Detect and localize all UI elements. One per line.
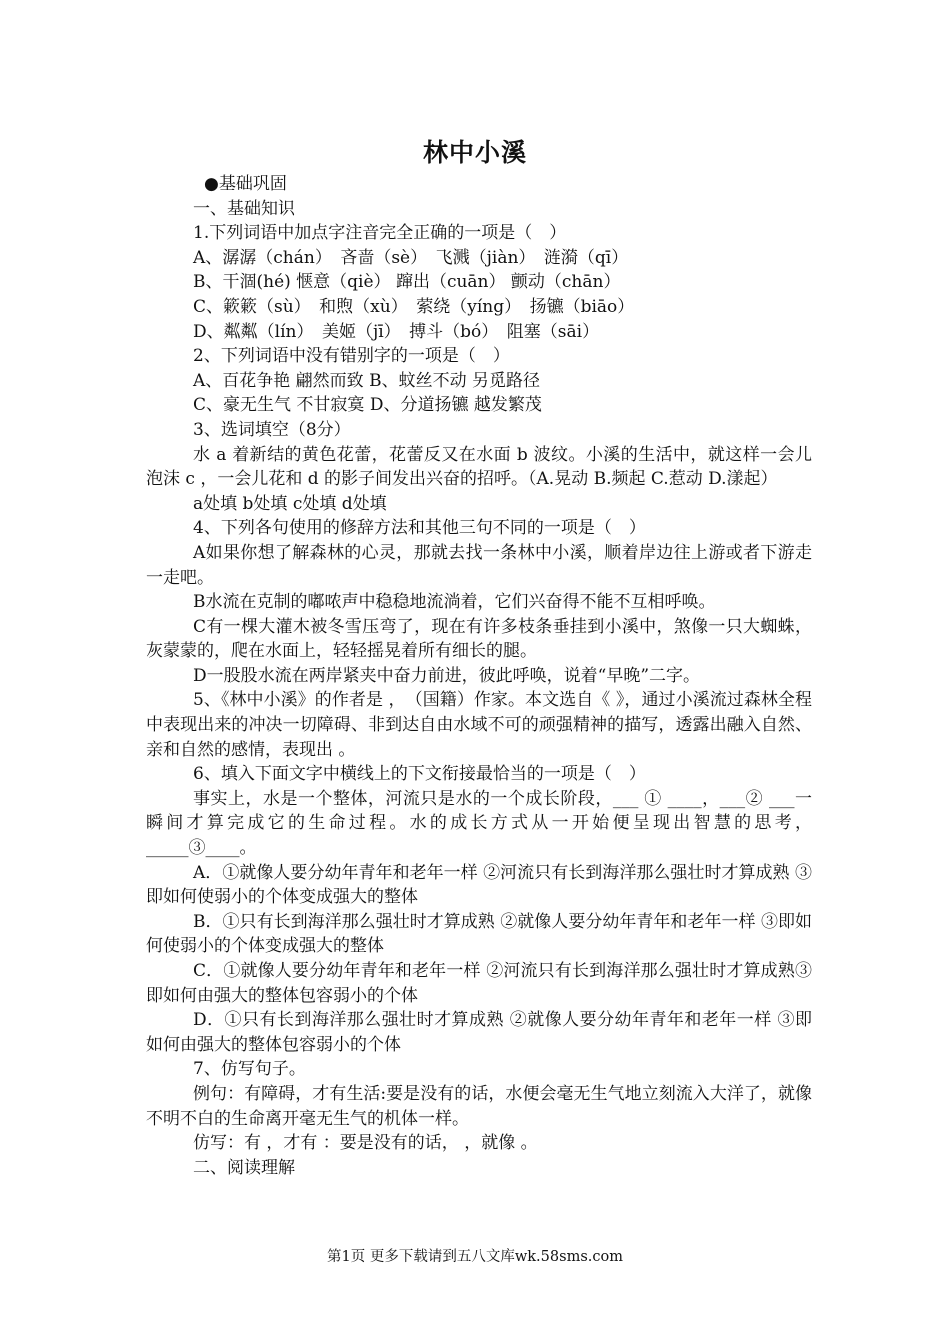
paragraph: A如果你想了解森林的心灵，那就去找一条林中小溪，顺着岸边往上游或者下游走一走吧。 bbox=[146, 542, 812, 588]
paragraph: D．①只有长到海洋那么强壮时才算成熟 ②就像人要分幼年青年和老年一样 ③即如何由强大的整体包容弱小的个体 bbox=[146, 1010, 812, 1055]
paragraph: 二、阅读理解 bbox=[193, 1157, 295, 1178]
paragraph: 4、下列各句使用的修辞方法和其他三句不同的一项是（ ） bbox=[193, 518, 646, 539]
paragraph: A、百花争艳 翩然而致 B、蚊丝不动 另觅路径 bbox=[193, 370, 540, 391]
paragraph: 6、填入下面文字中横线上的下文衔接最恰当的一项是（ ） bbox=[193, 764, 646, 785]
page-title: 林中小溪 bbox=[422, 138, 527, 167]
paragraph: 7、仿写句子。 bbox=[193, 1059, 306, 1080]
paragraph: 水 a 着新结的黄色花蕾，花蕾反又在水面 b 波纹。小溪的生活中，就这样一会儿泡沫 c ，一会儿花和 d 的影子间发出兴奋的招呼。（A.晃动 B.频起 C.惹动 D.漾起） bbox=[146, 444, 812, 490]
paragraph: 2、下列词语中没有错别字的一项是（ ） bbox=[193, 346, 510, 367]
document-body bbox=[146, 172, 812, 1180]
paragraph: 一、基础知识 bbox=[193, 198, 295, 219]
paragraph: 事实上，水是一个整体，河流只是水的一个成长阶段，___ ① ____，___② ___一瞬间才算完成它的生命过程。水的成长方式从一开始便呈现出智慧的思考，_____③____。 bbox=[146, 788, 812, 859]
paragraph: A．①就像人要分幼年青年和老年一样 ②河流只有长到海洋那么强壮时才算成熟 ③即如何使弱小的个体变成强大的整体 bbox=[146, 862, 812, 908]
paragraph: B．①只有长到海洋那么强壮时才算成熟 ②就像人要分幼年青年和老年一样 ③即如何使弱小的个体变成强大的整体 bbox=[146, 911, 812, 957]
paragraph: C有一棵大灌木被冬雪压弯了，现在有许多枝条垂挂到小溪中，煞像一只大蜘蛛，灰蒙蒙的，爬在水面上，轻轻摇晃着所有细长的腿。 bbox=[146, 616, 812, 662]
paragraph: A、潺潺（chán） 吝啬（sè） 飞溅（jiàn） 涟漪（qī） bbox=[193, 247, 629, 268]
paragraph: a处填 b处填 c处填 d处填 bbox=[193, 493, 387, 514]
paragraph: 例句：有障碍，才有生活:要是没有的话，水便会毫无生气地立刻流入大洋了，就像不明不白的生命离开毫无生气的机体一样。 bbox=[146, 1083, 812, 1129]
paragraph: 1.下列词语中加点字注音完全正确的一项是（ ） bbox=[193, 223, 567, 244]
paragraph: C、豪无生气 不甘寂寞 D、分道扬镳 越发繁茂 bbox=[193, 395, 542, 416]
paragraph: 5、《林中小溪》的作者是 ， （国籍）作家。本文选自《 》，通过小溪流过森林全程中表现出来的冲决一切障碍、非到达自由水域不可的顽强精神的描写，透露出融入自然、亲和自然的感情，表现出 。 bbox=[146, 690, 812, 760]
paragraph: B、干涸(hé) 惬意（qiè） 蹿出（cuān） 颤动（chān） bbox=[193, 272, 621, 293]
page-footer: 第1页 更多下载请到五八文库wk.58sms.com bbox=[327, 1249, 623, 1265]
paragraph: D、粼粼（lín） 美姬（jī） 搏斗（bó） 阻塞（sāi） bbox=[193, 321, 600, 342]
paragraph: 3、选词填空（8分） bbox=[193, 419, 351, 440]
paragraph: D一股股水流在两岸紧夹中奋力前进，彼此呼唤，说着“早晚”二字。 bbox=[193, 665, 701, 686]
paragraph: C．①就像人要分幼年青年和老年一样 ②河流只有长到海洋那么强壮时才算成熟③即如何由强大的整体包容弱小的个体 bbox=[146, 961, 812, 1006]
paragraph: ●基础巩固 bbox=[204, 174, 287, 194]
paragraph: B水流在克制的嘟哝声中稳稳地流淌着，它们兴奋得不能不互相呼唤。 bbox=[193, 592, 716, 613]
paragraph: 仿写：有 ，才有 ：要是没有的话， ，就像 。 bbox=[193, 1133, 538, 1154]
paragraph: C、簌簌（sù） 和煦（xù） 萦绕（yíng） 扬镳（biāo） bbox=[193, 296, 635, 317]
